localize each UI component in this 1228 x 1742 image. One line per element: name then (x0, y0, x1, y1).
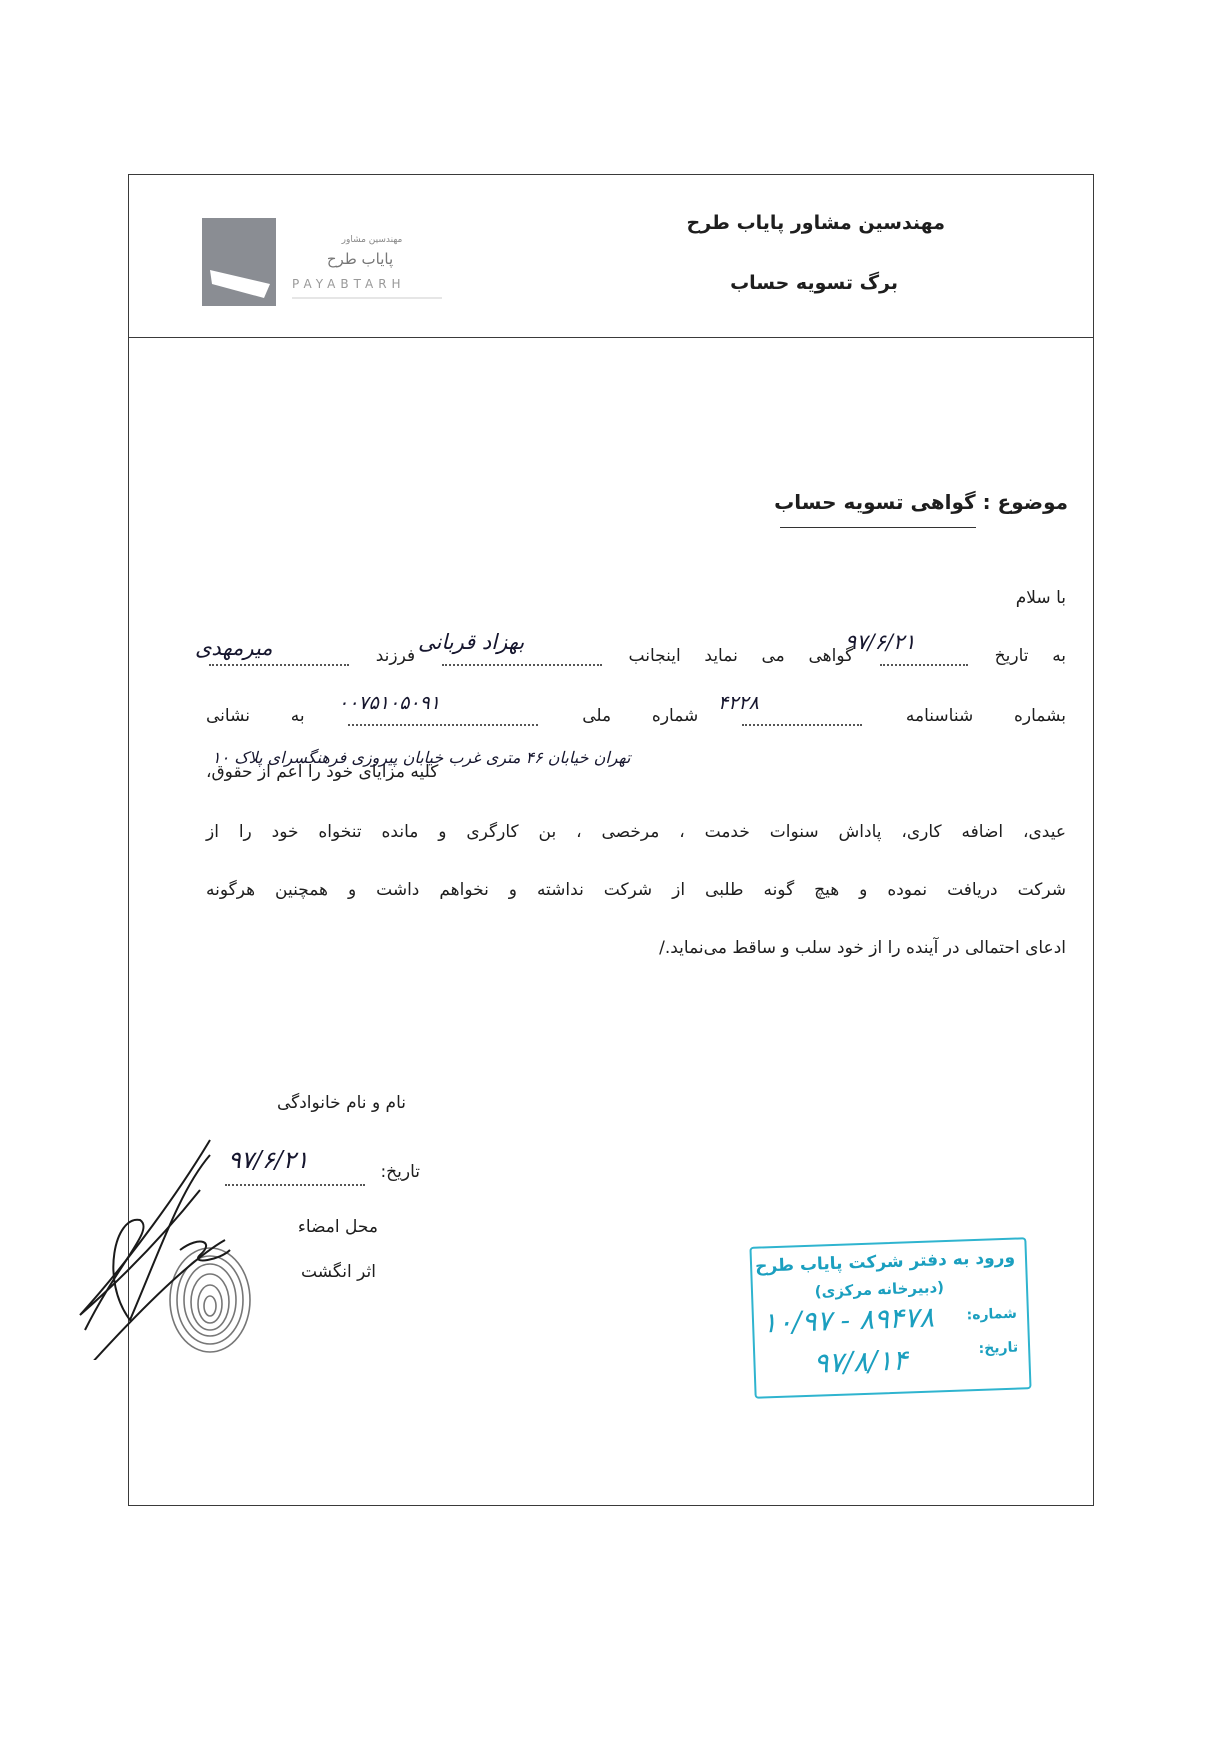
sign-place-label: محل امضاء (297, 1217, 378, 1237)
header-divider (128, 337, 1094, 338)
hand-id: ۴۲۲۸ (718, 692, 759, 714)
stamp-subtitle: (دبیرخانه مرکزی) (814, 1278, 945, 1301)
child-of-text: فرزند (375, 646, 416, 666)
signature-and-fingerprint (60, 1130, 380, 1360)
logo-persian-name: پایاب طرح (326, 250, 394, 268)
letter-line-5: شرکت دریافت نموده و هیچ گونه طلبی از شرکت نداشته و نخواهم داشت و همچنین هرگونه (206, 880, 1066, 900)
logo-persian-small: مهندسین مشاور (341, 235, 403, 245)
hand-sign-date: ۹۷/۶/۲۱ (228, 1146, 309, 1174)
hand-father: میرمهدی (195, 636, 273, 660)
address-label: به نشانی (206, 706, 305, 726)
letter-line-2 (206, 702, 1066, 726)
hand-date: ۹۷/۶/۲۱ (845, 630, 916, 654)
national-label: شماره ملی (582, 706, 699, 726)
logo-latin-name: PAYABTARH (292, 277, 406, 291)
subject-underline (780, 527, 976, 528)
stamp-number-label: شماره: (966, 1305, 1018, 1324)
stamp-date-value: ۹۷/۸/۱۴ (812, 1343, 909, 1380)
certify-text: گواهی می نماید اینجانب (628, 646, 854, 666)
company-logo (202, 218, 478, 310)
letter-line-1 (206, 642, 1066, 666)
sign-date-label: تاریخ: (380, 1162, 420, 1182)
company-name: مهندسین مشاور پایاب طرح (686, 212, 945, 234)
id-label: بشماره شناسنامه (905, 706, 1067, 726)
date-prefix: به تاریخ (994, 646, 1067, 666)
hand-national: ۰۰۷۵۱۰۵۰۹۱ (338, 692, 441, 714)
id-fill (742, 702, 862, 726)
greeting: با سلام (1015, 588, 1066, 608)
benefits-text: کلیه مزایای خود را اعم از حقوق، (206, 762, 439, 782)
registry-stamp (749, 1237, 1031, 1399)
form-title: برگ تسویه حساب (730, 272, 898, 294)
name-label: نام و نام خانوادگی (276, 1093, 406, 1113)
stamp-number-value: ۱۰/۹۷ - ۸۹۴۷۸ (761, 1300, 935, 1340)
fingerprint-label: اثر انگشت (301, 1262, 376, 1282)
letter-line-4: عیدی، اضافه کاری، پاداش سنوات خدمت ، مرخصی ، بن کارگری و مانده تنخواه خود را از (206, 822, 1066, 842)
fingerprint-icon (170, 1248, 250, 1352)
stamp-title: ورود به دفتر شرکت پایاب طرح (754, 1247, 1016, 1277)
hand-address: تهران خیابان ۴۶ متری غرب خیابان پیروزی فرهنگسرای پلاک ۱۰ (212, 748, 631, 767)
hand-name: بهزاد قربانی (418, 630, 525, 654)
stamp-date-label: تاریخ: (978, 1339, 1019, 1357)
signature-scribble (80, 1140, 230, 1360)
letter-subject: موضوع : گواهی تسویه حساب (774, 490, 1068, 514)
letter-line-6: ادعای احتمالی در آینده را از خود سلب و ساقط می‌نماید./ (659, 938, 1066, 958)
